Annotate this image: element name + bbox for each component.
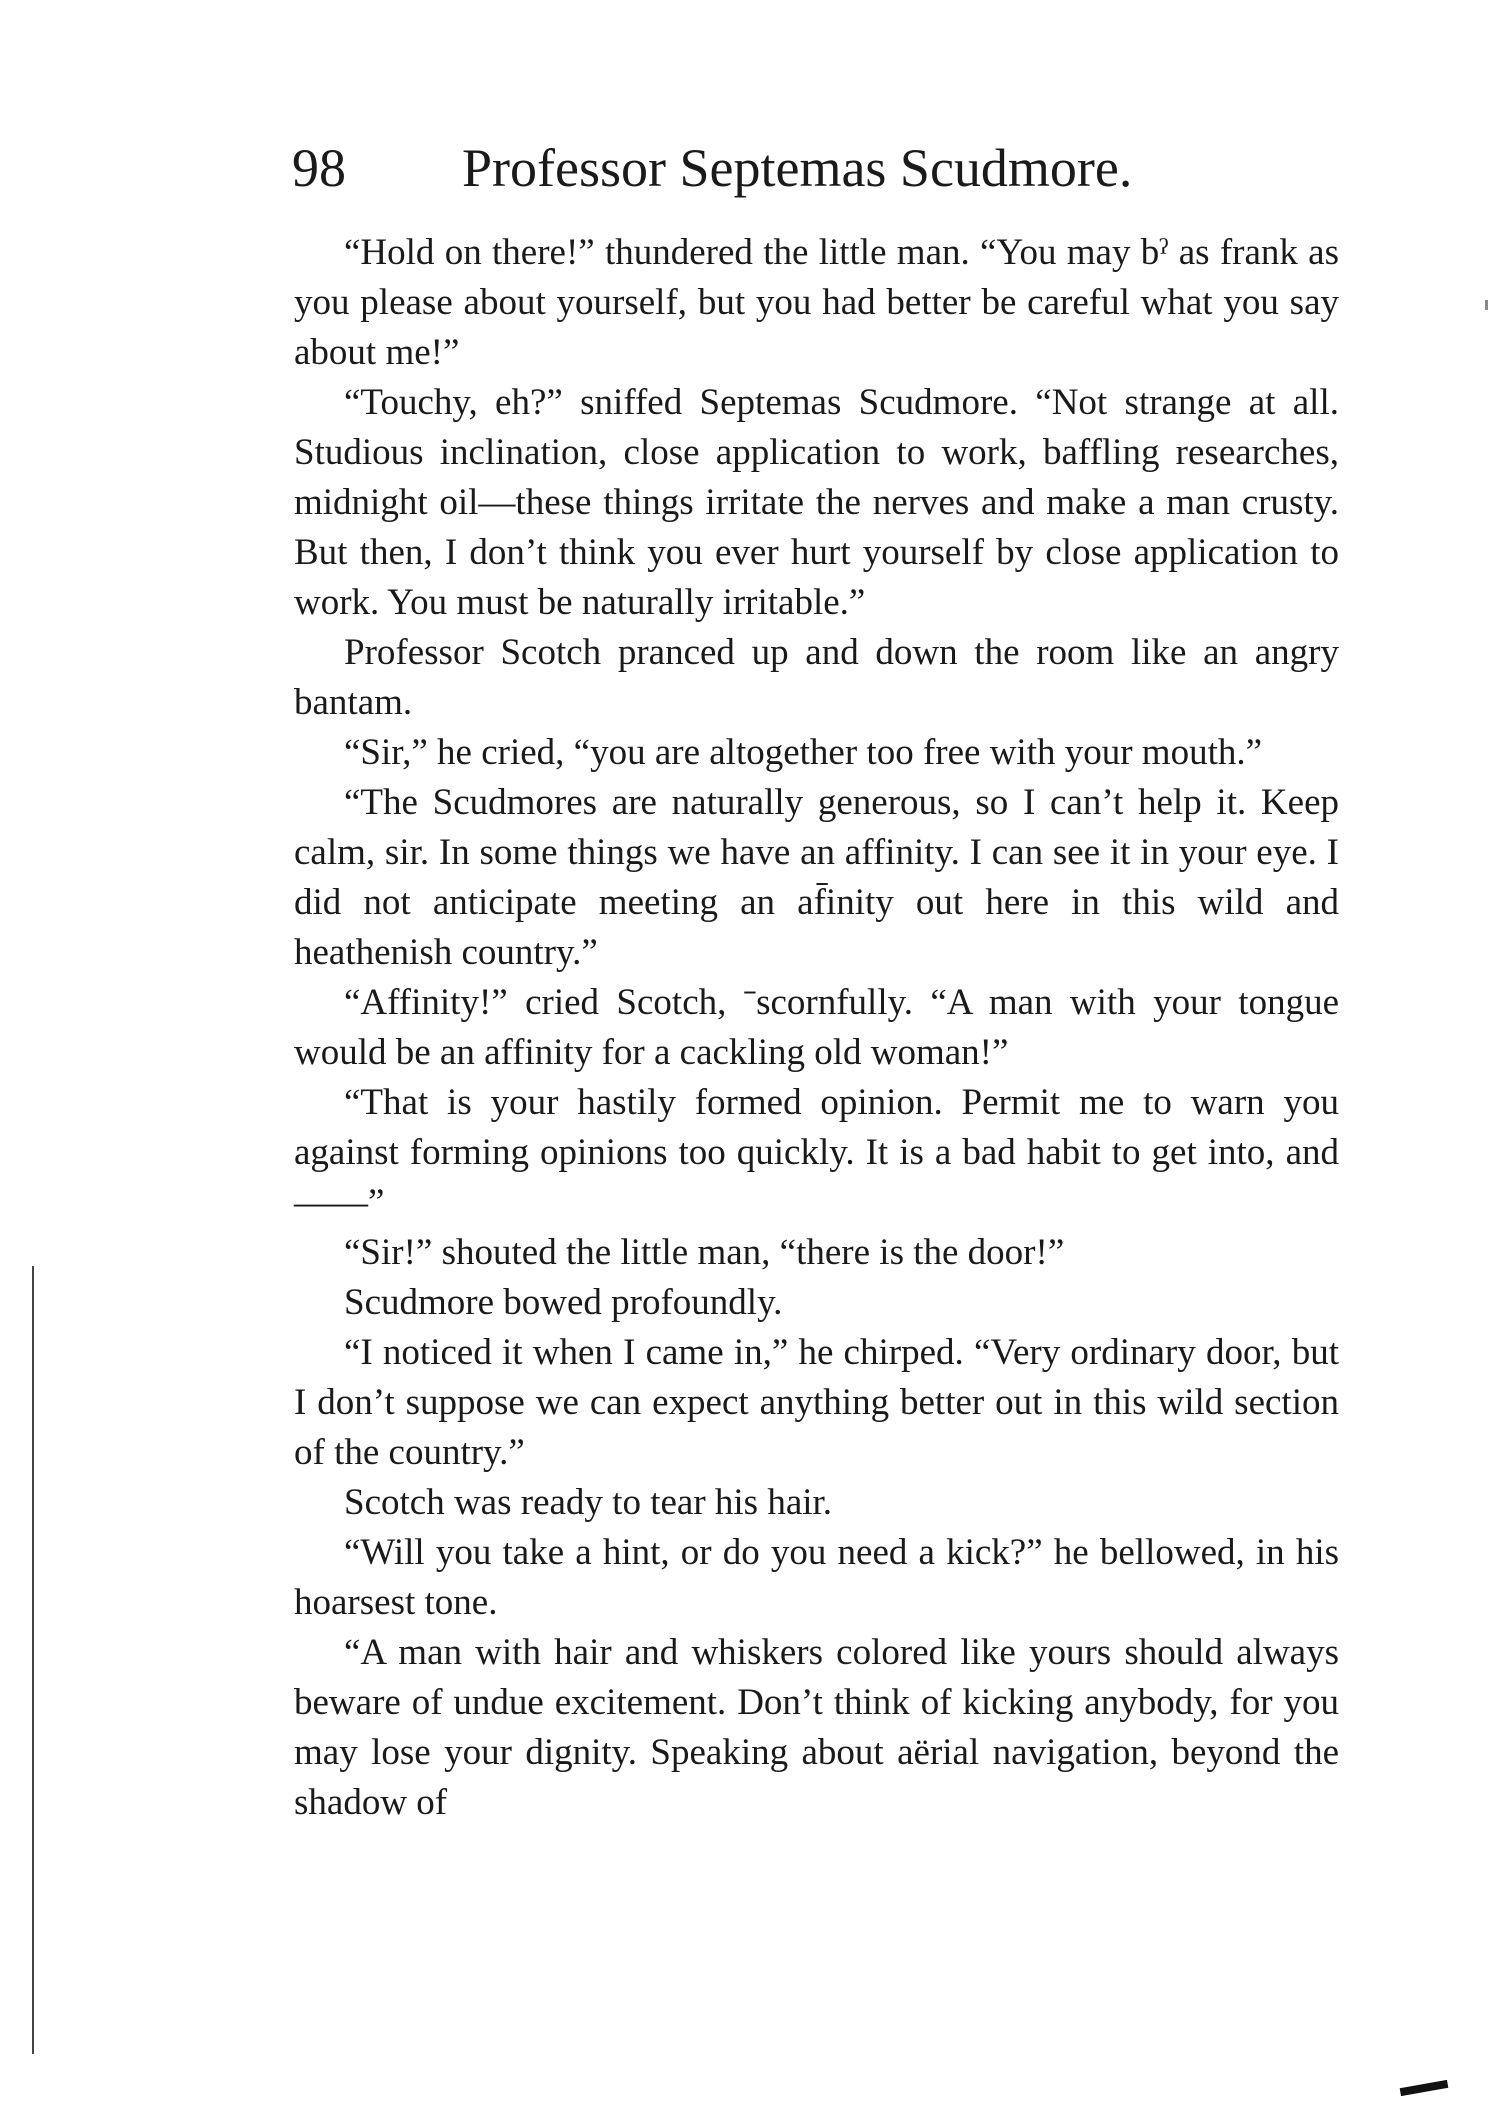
paragraph: “Hold on there!” thundered the little man. “You may bˀ as frank as you please about yourself, but you had better be careful what you say about me!”	[294, 232, 1339, 373]
paragraph: “That is your hastily formed opinion. Permit me to warn you against forming opinions too quickly. It is a bad habit to get into, and——”	[294, 1082, 1339, 1223]
running-title: Professor Septemas Scudmore.	[462, 138, 1133, 198]
scan-speck	[1485, 300, 1488, 310]
paragraph: “Sir,” he cried, “you are altogether too free with your mouth.”	[344, 732, 1263, 773]
paragraph: “A man with hair and whiskers colored like yours should always beware of undue excitement. Don’t think of kicking anybody, for you may lose your dignity. Speaking about aërial navigation, beyond the shadow of	[294, 1632, 1339, 1823]
paragraph: Professor Scotch pranced up and down the room like an angry bantam.	[294, 632, 1339, 723]
paragraph: “Sir!” shouted the little man, “there is the door!”	[344, 1232, 1065, 1273]
paragraph: “Affinity!” cried Scotch, ˉscornfully. “A man with your tongue would be an affinity for a cackling old woman!”	[294, 982, 1339, 1073]
paragraph: “I noticed it when I came in,” he chirped. “Very ordinary door, but I don’t suppose we can expect anything better out in this wild section of the country.”	[294, 1332, 1339, 1473]
paragraph: “The Scudmores are naturally generous, so I can’t help it. Keep calm, sir. In some things we have an affinity. I can see it in your eye. I did not anticipate meeting an af̄inity out here in this wild and heathenish country.”	[294, 782, 1339, 973]
scan-margin-line	[32, 1266, 34, 2054]
scan-corner-mark	[1400, 2080, 1449, 2096]
paragraph: “Will you take a hint, or do you need a kick?” he bellowed, in his hoarsest tone.	[294, 1532, 1339, 1623]
body-text	[294, 228, 1339, 1828]
paragraph: Scotch was ready to tear his hair.	[344, 1482, 833, 1523]
paragraph: Scudmore bowed profoundly.	[344, 1282, 783, 1323]
paragraph: “Touchy, eh?” sniffed Septemas Scudmore. “Not strange at all. Studious inclination, close application to work, baffling researches, midnight oil—these things irritate the nerves and make a man crusty. But then, I don’t think you ever hurt yourself by close application to work. You must be naturally irritable.”	[294, 382, 1339, 623]
running-header	[292, 128, 1342, 208]
page-number: 98	[292, 138, 346, 198]
